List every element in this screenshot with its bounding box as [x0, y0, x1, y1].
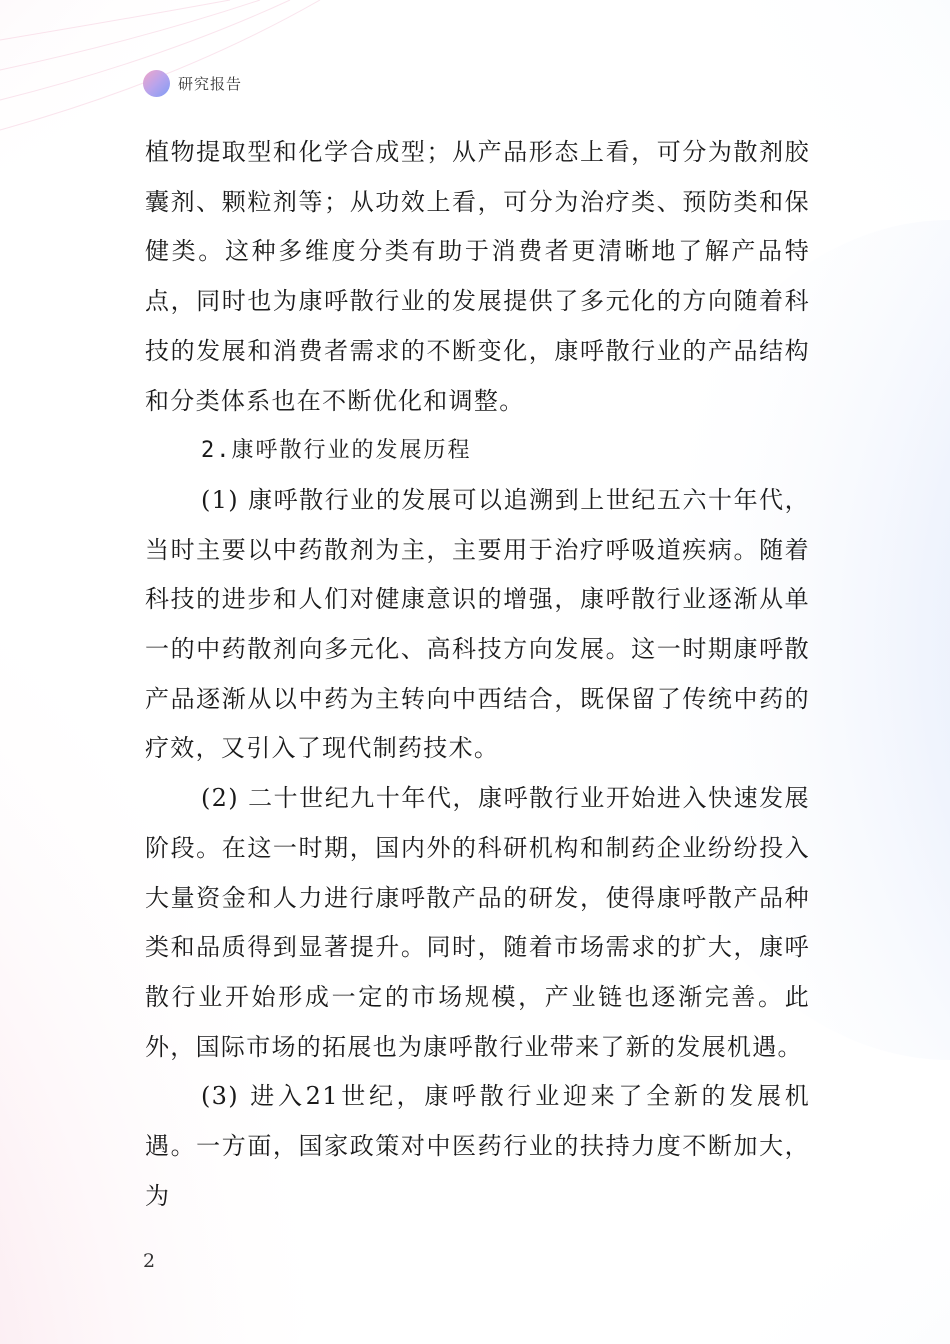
logo-circle-icon — [143, 70, 170, 97]
section-heading: 2.康呼散行业的发展历程 — [201, 438, 472, 464]
paragraph-2: (2) 二十世纪九十年代，康呼散行业开始进入快速发展阶段。在这一时期，国内外的科研机构和制药企业纷纷投入大量资金和人力进行康呼散产品的研发，使得康呼散产品种类和品质得到显著提升。同时，随着市场需求的扩大，康呼散行业开始形成一定的市场规模，产业链也逐渐完善。此外，国际市场的拓展也为康呼散行业带来了新的发展机遇。 — [145, 784, 810, 1061]
paragraph-1: (1) 康呼散行业的发展可以追溯到上世纪五六十年代，当时主要以中药散剂为主，主要用于治疗呼吸道疾病。随着科技的进步和人们对健康意识的增强，康呼散行业逐渐从单一的中药散剂向多元化、高科技方向发展。这一时期康呼散产品逐渐从以中药为主转向中西结合，既保留了传统中药的疗效，又引入了现代制药技术。 — [145, 485, 810, 763]
header-label: 研究报告 — [178, 74, 243, 93]
page-number: 2 — [143, 1250, 156, 1272]
document-body — [145, 128, 810, 1221]
report-header — [143, 68, 242, 98]
paragraph-intro: 植物提取型和化学合成型；从产品形态上看，可分为散剂胶囊剂、颗粒剂等；从功效上看，可分为治疗类、预防类和保健类。这种多维度分类有助于消费者更清晰地了解产品特点，同时也为康呼散行业的发展提供了多元化的方向随着科技的发展和消费者需求的不断变化，康呼散行业的产品结构和分类体系也在不断优化和调整。 — [145, 138, 810, 415]
paragraph-3: (3) 进入21世纪，康呼散行业迎来了全新的发展机遇。一方面，国家政策对中医药行业的扶持力度不断加大，为 — [145, 1082, 810, 1210]
